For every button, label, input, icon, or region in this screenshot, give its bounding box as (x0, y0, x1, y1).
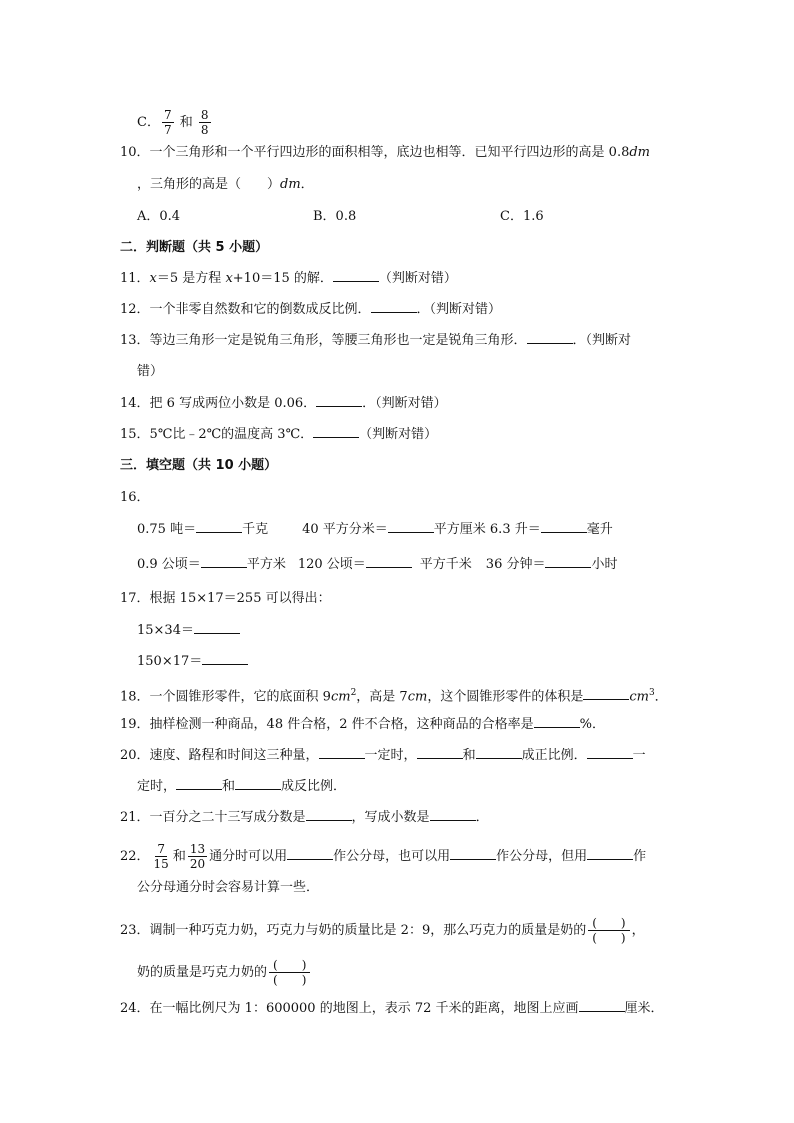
answer-blank[interactable] (313, 425, 359, 438)
q17-line1: 17．根据 15×17＝255 可以得出： (120, 591, 331, 606)
q16-row2: 0.9 公顷＝ 平方米 120 公顷＝ 平方千米 36 分钟＝ 小时 (137, 557, 618, 572)
answer-blank[interactable] (316, 394, 362, 407)
q16-row1: 0.75 吨＝ 千克 40 平方分米＝ 平方厘米 6.3 升＝ 毫升 (137, 522, 613, 537)
q23-line2: 奶的质量是巧克力奶的 $\frac{( )}{( )}$ (137, 958, 312, 987)
q22-line2: 公分母通分时会容易计算一些． (137, 880, 320, 895)
q21: 21．一百分之二十三写成分数是 ，写成小数是 ． (120, 810, 489, 825)
q11: 11．x＝5 是方程 x+10＝15 的解． （判断对错） (120, 271, 457, 286)
answer-blank[interactable] (450, 847, 496, 860)
fraction-8-8: $\frac{8}{8}$ (200, 108, 209, 137)
q15: 15．5℃比﹣2℃的温度高 3℃． （判断对错） (120, 427, 438, 442)
q16-number: 16． (120, 490, 150, 505)
q13-line2: 错） (137, 364, 164, 379)
fraction-13-20: $\frac{13}{20}$ (189, 842, 206, 871)
q19: 19．抽样检测一种商品，48 件合格，2 件不合格，这种商品的合格率是 %． (120, 717, 605, 732)
answer-blank[interactable] (201, 555, 247, 568)
answer-blank[interactable] (587, 746, 633, 759)
answer-blank[interactable] (333, 269, 379, 282)
q22-line1: 22． $\frac{7}{15}$ 和 $\frac{13}{20}$ 通分时可以用 作公分母，也可以用 作公分母，但用 作 (120, 842, 647, 871)
q23-line1: 23．调制一种巧克力奶，巧克力与奶的质量比是 2：9，那么巧克力的质量是奶的 $\frac{( )}{( )}$ ， (120, 916, 645, 945)
answer-blank[interactable] (417, 746, 463, 759)
q20-line1: 20．速度、路程和时间这三种量， 一定时， 和 成正比例． 一 (120, 748, 646, 763)
answer-blank[interactable] (306, 808, 352, 821)
q18: 18．一个圆锥形零件，它的底面积 $9cm^2$，高是 7cm，这个圆锥形零件的体积是 $cm^3$． (120, 688, 668, 705)
answer-blank[interactable] (319, 746, 365, 759)
q10-line1: 10．一个三角形和一个平行四边形的面积相等，底边也相等．已知平行四边形的高是 0.8dm (120, 145, 651, 160)
answer-blank[interactable] (430, 808, 476, 821)
answer-blank[interactable] (534, 715, 580, 728)
q13: 13．等边三角形一定是锐角三角形，等腰三角形也一定是锐角三角形． ．（判断对 (120, 333, 632, 348)
q17-b: 150×17＝ (137, 652, 248, 672)
q17-a: 15×34＝ (137, 621, 240, 641)
answer-blank[interactable] (587, 847, 633, 860)
answer-blank[interactable] (194, 621, 240, 634)
answer-blank[interactable] (579, 999, 625, 1012)
q12: 12．一个非零自然数和它的倒数成反比例． ．（判断对错） (120, 302, 502, 317)
answer-blank[interactable] (541, 520, 587, 533)
answer-blank[interactable] (583, 687, 629, 700)
q24: 24．在一幅比例尺为 1：600000 的地图上，表示 72 千米的距离，地图上应画 厘米． (120, 1001, 664, 1016)
answer-blank[interactable] (196, 520, 242, 533)
answer-blank[interactable] (287, 847, 333, 860)
answer-blank[interactable] (235, 777, 281, 790)
answer-blank[interactable] (476, 746, 522, 759)
q20-line2: 定时， 和 成反比例． (137, 779, 347, 794)
answer-blank[interactable] (527, 331, 573, 344)
q10-option-b[interactable]: B．0.8 (313, 209, 357, 224)
q10-option-c[interactable]: C．1.6 (500, 209, 544, 224)
answer-blank[interactable] (371, 300, 417, 313)
fraction-7-7: $\frac{7}{7}$ (163, 108, 172, 137)
answer-blank[interactable] (366, 555, 412, 568)
q14: 14．把 6 写成两位小数是 0.06． ．（判断对错） (120, 396, 447, 411)
q9-option-c: C． $\frac{7}{7}$ 和 $\frac{8}{8}$ (137, 108, 209, 137)
q10-line2: ，三角形的高是（ ）dm． (137, 177, 314, 192)
fraction-7-15: $\frac{7}{15}$ (153, 842, 169, 871)
q10-option-a[interactable]: A．0.4 (137, 209, 181, 224)
parenthesis-fraction-blank[interactable]: $\frac{( )}{( )}$ (588, 916, 629, 945)
section-heading-fill: 三．填空题（共 10 小题） (120, 458, 278, 473)
answer-blank[interactable] (545, 555, 591, 568)
parenthesis-fraction-blank[interactable]: $\frac{( )}{( )}$ (269, 958, 310, 987)
answer-blank[interactable] (176, 777, 222, 790)
answer-blank[interactable] (388, 520, 434, 533)
section-heading-judgement: 二．判断题（共 5 小题） (120, 240, 269, 255)
answer-blank[interactable] (202, 652, 248, 665)
